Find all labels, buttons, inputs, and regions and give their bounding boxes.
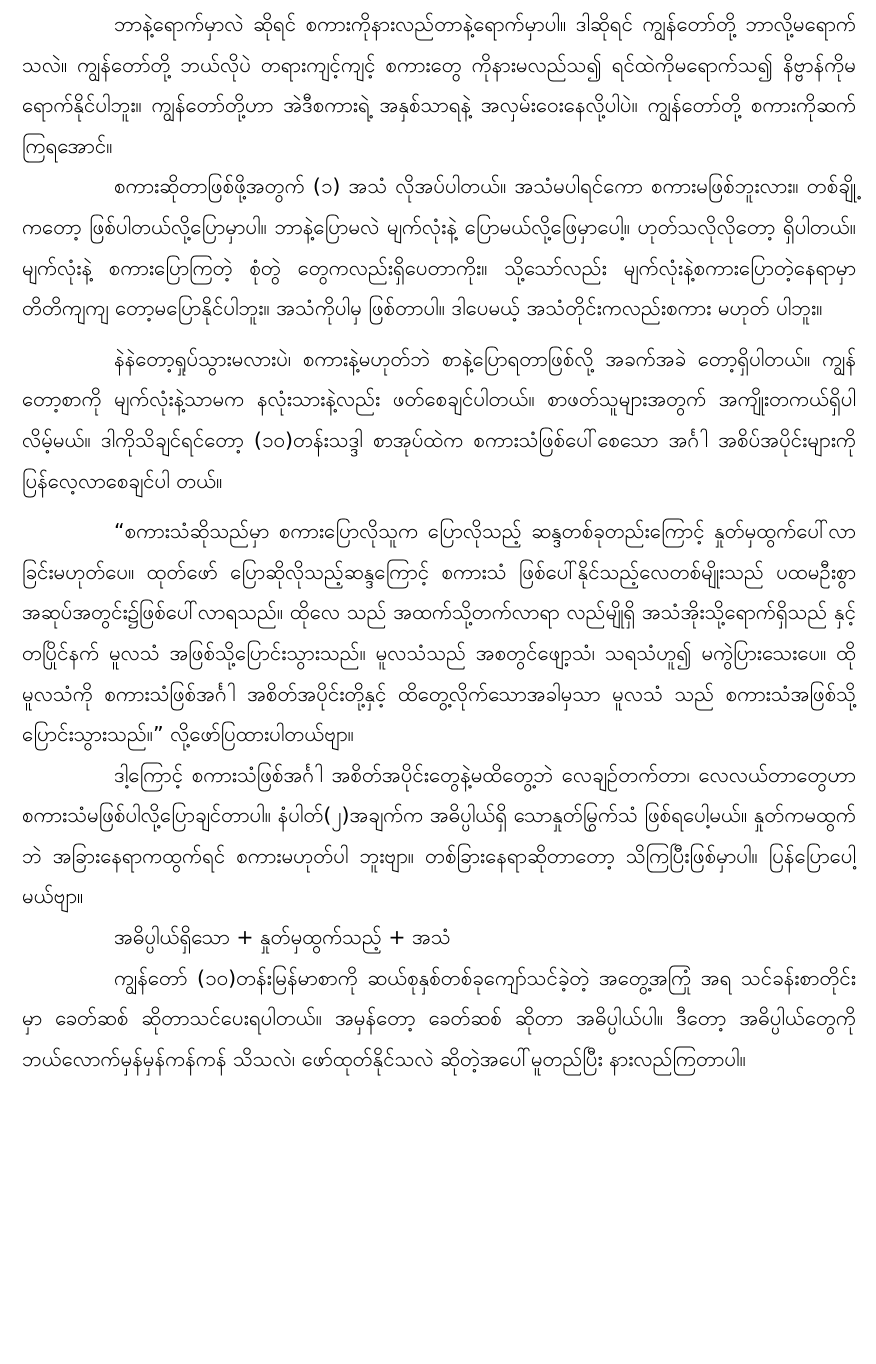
paragraph: နဲနဲတော့ရှုပ်သွားမလားပဲ၊ စကားနဲ့မဟုတ်ဘဲ စာနဲ့ပြောရတာဖြစ်လို့ အခက်အခဲ တော့ရှိပါတယ်။ ကျွန်တော့စာကို မျက်လုံးနဲ့သာမက နလုံးသားနဲ့လည်း ဖတ်စေချင်ပါတယ်။ စာဖတ်သူများအတွက် အကျိုးတကယ်ရှိပါလိမ့်မယ်။ ဒါကိုသိချင်ရင်တော့ (၁၀)တန်းသဒ္ဒါ စာအုပ်ထဲက စကားသံဖြစ်ပေါ်စေသော အင်္ဂါ အစိပ်အပိုင်းများကို ပြန်လေ့လာစေချင်ပါ တယ်။ <box>22 346 856 493</box>
paragraph: ကျွန်တော် (၁၀)တန်းမြန်မာစာကို ဆယ်စုနှစ်တစ်ခုကျော်သင်ခဲ့တဲ့ အတွေ့အကြုံ အရ သင်ခန်းစာတိုင်းမှာ ခေတ်ဆစ် ဆိုတာသင်ပေးရပါတယ်။ အမှန်တော့ ခေတ်ဆစ် ဆိုတာ အဓိပ္ပါယ်ပါ။ ဒီတော့ အဓိပ္ပါယ်တွေကို ဘယ်လောက်မှန်မှန်ကန်ကန် သိသလဲ၊ ဖော်ထုတ်နိုင်သလဲ ဆိုတဲ့အပေါ်မူတည်ပြီး နားလည်ကြတာပါ။ <box>22 965 856 1071</box>
paragraph: ဘာနဲ့ရောက်မှာလဲ ဆိုရင် စကားကိုနားလည်တာနဲ့ရောက်မှာပါ။ ဒါဆိုရင် ကျွန်တော်တို့ ဘာလို့မရောက်သလဲ။ ကျွန်တော်တို့ ဘယ်လိုပဲ တရားကျင့်ကျင့် စကားတွေ ကိုနားမလည်သ၍ ရင်ထဲကိုမရောက်သ၍ နိဗ္ဗာန်ကိုမရောက်နိုင်ပါဘူး။ ကျွန်တော်တို့ဟာ အဲဒီစကားရဲ့ အနှစ်သာရနဲ့ အလှမ်းဝေးနေလို့ပါပဲ။ ကျွန်တော်တို့ စကားကိုဆက်ကြရအောင်။ <box>22 12 856 158</box>
document-page <box>22 4 856 1079</box>
paragraph: ဒါ့ကြောင့် စကားသံဖြစ်အင်္ဂါ အစိတ်အပိုင်းတွေနဲ့မထိတွေ့ဘဲ လေချဉ်တက်တာ၊ လေလယ်တာတွေဟာ စကားသံမဖြစ်ပါလို့ပြောချင်တာပါ။ နံပါတ်(၂)အချက်က အဓိပ္ပါယ်ရှိ သောနှုတ်မြွက်သံ ဖြစ်ရပေါ့မယ်။ နှုတ်ကမထွက်ဘဲ အခြားနေရာကထွက်ရင် စကားမဟုတ်ပါ ဘူးဗျာ။ တစ်ခြားနေရာဆိုတာတော့ သိကြပြီးဖြစ်မှာပါ။ ပြန်ပြောပေါ့မယ်ဗျာ။ <box>22 762 856 909</box>
paragraph: စကားဆိုတာဖြစ်ဖို့အတွက် (၁) အသံ လိုအပ်ပါတယ်။ အသံမပါရင်ကော စကားမဖြစ်ဘူးလား။ တစ်ချို့ကတော့ ဖြစ်ပါတယ်လို့ပြောမှာပါ။ ဘာနဲ့ပြောမလဲ မျက်လုံးနဲ့ ပြောမယ်လို့ဖြေမှာပေါ့။ ဟုတ်သလိုလိုတော့ ရှိပါတယ်။ မျက်လုံးနဲ့ စကားပြောကြတဲ့ စုံတွဲ တွေကလည်းရှိပေတာကိုး။ သို့သော်လည်း မျက်လုံးနဲ့စကားပြောတဲ့နေရာမှာ တိတိကျကျ တော့မပြောနိုင်ပါဘူး။ အသံကိုပါမှ ဖြစ်တာပါ။ ဒါပေမယ့် အသံတိုင်းကလည်းစကား မဟုတ် ပါဘူး။ <box>22 174 856 321</box>
formula-line: အဓိပ္ပါယ်ရှိသော + နှုတ်မှထွက်သည့် + အသံ <box>114 925 451 950</box>
paragraph: “စကားသံဆိုသည်မှာ စကားပြောလိုသူက ပြောလိုသည့် ဆန္ဒတစ်ခုတည်းကြောင့် နှုတ်မှထွက်ပေါ်လာခြင်းမဟုတ်ပေ။ ထုတ်ဖော် ပြောဆိုလိုသည့်ဆန္ဒကြောင့် စကားသံ ဖြစ်ပေါ်နိုင်သည့်လေတစ်မျိုးသည် ပထမဦးစွာ အဆုပ်အတွင်း၌ဖြစ်ပေါ်လာရသည်။ ထိုလေ သည် အထက်သို့တက်လာရာ လည်မျိုရှိ အသံအိုးသို့ရောက်ရှိသည် နှင့်တပြိုင်နက် မူလသံ အဖြစ်သို့ပြောင်းသွားသည်။ မူလသံသည် အစတွင်ဖျော့သံ၊ သရသံဟူ၍ မကွဲပြားသေးပေ။ ထိုမူလသံကို စကားသံဖြစ်အင်္ဂါ အစိတ်အပိုင်းတို့နှင့် ထိတွေ့လိုက်သောအခါမှသာ မူလသံ သည် စကားသံအဖြစ်သို့ပြောင်းသွားသည်။” လို့ဖော်ပြထားပါတယ်ဗျာ။ <box>22 519 856 747</box>
